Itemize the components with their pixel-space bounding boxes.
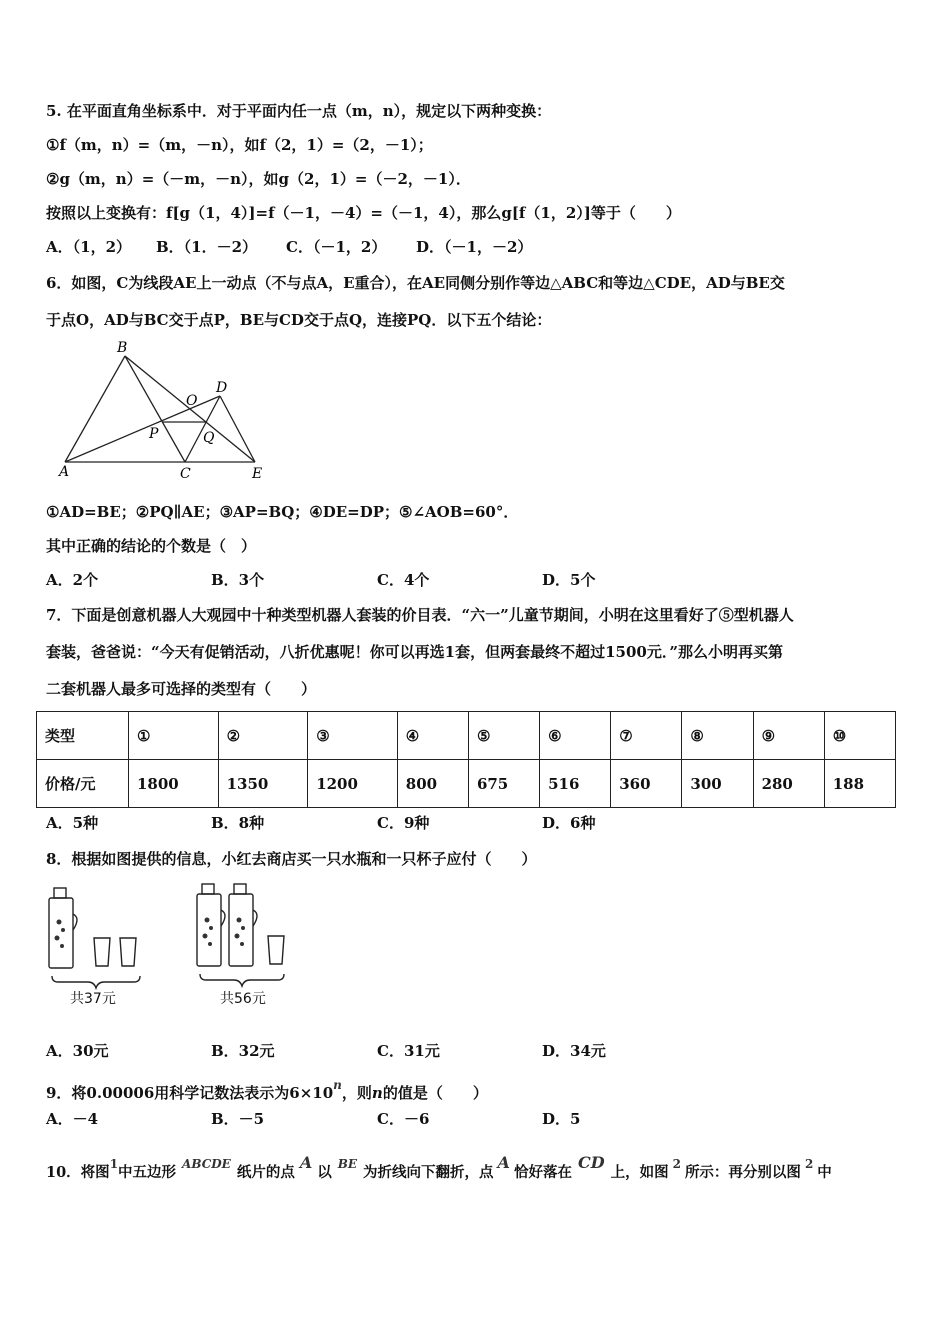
q5-question: 按照以上变换有：f[g（1，4）]=f（－1，－4）=（－1，4），那么g[f（1，2）]等于（ ）: [46, 204, 681, 222]
q7-option-a: A．5种: [46, 814, 99, 832]
label-b: B: [117, 340, 128, 356]
type-cell: ⑤: [468, 712, 539, 760]
q9-option-c: C．－6: [377, 1110, 430, 1128]
bottle-cap: [54, 888, 66, 898]
q10-fig-num-2: 2: [672, 1157, 681, 1171]
q9-exponent: n: [333, 1078, 342, 1092]
q10-text-9: 中: [817, 1164, 832, 1181]
q9-options: [46, 1108, 926, 1130]
price-cell: 516: [540, 760, 611, 808]
q7-stem-2: 套装，爸爸说：“今天有促销活动，八折优惠呢！你可以再选1套，但两套最终不超过1500元．”那么小明再买第: [46, 643, 783, 661]
label-q: Q: [203, 430, 215, 446]
type-cell: ③: [308, 712, 398, 760]
q10-text-1: 10．将图: [46, 1164, 110, 1181]
q10-stem: [46, 1152, 832, 1184]
price-cell: 1350: [218, 760, 308, 808]
q10-text-8: 所示：再分别以图: [684, 1164, 801, 1181]
q10-text-4: 以: [317, 1164, 332, 1181]
type-header: 类型: [37, 712, 129, 760]
table-row-types: [37, 712, 896, 760]
q9-text-3: 的值是（ ）: [382, 1084, 488, 1102]
bottle-cap-2: [234, 884, 246, 894]
q10-text-3: 纸片的点: [236, 1164, 295, 1181]
label-o: O: [186, 393, 198, 409]
price-cell: 188: [824, 760, 895, 808]
q8-option-a: A．30元: [46, 1042, 109, 1060]
q5-rule-g: ②g（m，n）=（－m，－n），如g（2，1）=（－2，－1）．: [46, 170, 471, 188]
segment-de: [220, 396, 255, 462]
type-cell: ④: [397, 712, 468, 760]
q5-option-b: B．（1．－2）: [156, 238, 258, 256]
type-cell: ⑩: [824, 712, 895, 760]
type-cell: ⑨: [753, 712, 824, 760]
cup: [268, 936, 284, 964]
q7-options: [46, 812, 926, 834]
price-cell: 280: [753, 760, 824, 808]
q10-side-cd: CD: [577, 1153, 605, 1172]
price-cell: 1200: [308, 760, 398, 808]
price-cell: 1800: [129, 760, 219, 808]
q7-stem-1: 7．下面是创意机器人大观园中十种类型机器人套装的价目表．“六一”儿童节期间，小明在这里看好了⑤型机器人: [46, 606, 794, 624]
q6-option-d: D．5个: [542, 571, 596, 589]
q9-text-2: ，则: [341, 1084, 372, 1102]
label-d: D: [216, 380, 228, 396]
caption-56: 共56元: [220, 991, 266, 1007]
q5-option-c: C．（－1，2）: [286, 238, 387, 256]
q5-option-d: D．（－1，－2）: [416, 238, 533, 256]
bottle-body-2: [229, 894, 253, 966]
price-cell: 800: [397, 760, 468, 808]
brace: [200, 974, 284, 986]
q10-point-a-2: A: [497, 1153, 510, 1172]
table-row-prices: [37, 760, 896, 808]
label-a: A: [59, 464, 70, 480]
q8-option-b: B．32元: [211, 1042, 275, 1060]
bottle-body: [49, 898, 73, 968]
q6-stem-1: 6．如图，C为线段AE上一动点（不与点A，E重合），在AE同侧分别作等边△ABC和等边△CDE，AD与BE交: [46, 274, 785, 292]
type-cell: ①: [129, 712, 219, 760]
q8-option-c: C．31元: [377, 1042, 440, 1060]
type-cell: ⑧: [682, 712, 753, 760]
q5-rule-f: ①f（m，n）=（m，－n），如f（2，1）=（2，－1）；: [46, 136, 433, 154]
brace: [52, 976, 140, 988]
cup-2: [120, 938, 136, 966]
price-table: [36, 711, 896, 808]
q10-text-7: 上，如图: [610, 1164, 669, 1181]
q6-option-c: C．4个: [377, 571, 430, 589]
bottle-cup-figure-2: [188, 880, 298, 1010]
price-cell: 360: [611, 760, 682, 808]
segment-bc: [125, 356, 185, 462]
q6-triangle-figure: [55, 338, 275, 483]
label-e: E: [252, 466, 263, 482]
q6-option-b: B．3个: [211, 571, 265, 589]
label-p: P: [149, 426, 159, 442]
price-cell: 675: [468, 760, 539, 808]
type-cell: ②: [218, 712, 308, 760]
q9-option-d: D．5: [542, 1110, 581, 1128]
q8-stem: 8．根据如图提供的信息，小红去商店买一只水瓶和一只杯子应付（ ）: [46, 850, 537, 868]
q10-point-a: A: [299, 1153, 313, 1172]
segment-be: [125, 356, 255, 462]
q9-option-a: A．－4: [46, 1110, 99, 1128]
q10-text-2: 中五边形: [118, 1164, 177, 1181]
q6-question: 其中正确的结论的个数是（ ）: [46, 537, 257, 555]
q7-option-b: B．8种: [211, 814, 265, 832]
q9-option-b: B．－5: [211, 1110, 265, 1128]
caption-37: 共37元: [70, 991, 116, 1007]
q10-line-be: BE: [337, 1157, 358, 1171]
q6-stem-2: 于点O，AD与BC交于点P，BE与CD交于点Q，连接PQ．以下五个结论：: [46, 311, 552, 329]
label-c: C: [180, 466, 191, 482]
bottle-cap: [202, 884, 214, 894]
type-cell: ⑦: [611, 712, 682, 760]
q6-conclusions: ①AD=BE；②PQ∥AE；③AP=BQ；④DE=DP；⑤∠AOB=60°．: [46, 503, 519, 521]
type-cell: ⑥: [540, 712, 611, 760]
bottle-body: [197, 894, 221, 966]
segment-ab: [65, 356, 125, 462]
q5-stem: 5. 在平面直角坐标系中．对于平面内任一点（m，n），规定以下两种变换：: [46, 102, 552, 120]
q8-options: [46, 1040, 926, 1062]
q6-option-a: A．2个: [46, 571, 99, 589]
q10-fig-num-3: 2: [804, 1157, 814, 1171]
q7-option-d: D．6种: [542, 814, 596, 832]
q7-option-c: C．9种: [377, 814, 430, 832]
q10-text-6: 恰好落在: [513, 1164, 572, 1181]
price-header: 价格/元: [37, 760, 129, 808]
q5-option-a: A．（1，2）: [46, 238, 132, 256]
price-cell: 300: [682, 760, 753, 808]
q6-options: [46, 569, 926, 591]
q8-option-d: D．34元: [542, 1042, 606, 1060]
q7-stem-3: 二套机器人最多可选择的类型有（ ）: [46, 680, 317, 698]
q5-options: [46, 236, 926, 258]
cup-1: [94, 938, 110, 966]
q10-fig-num-1: 1: [109, 1157, 119, 1171]
q10-pentagon-label: ABCDE: [182, 1157, 231, 1171]
q9-stem: [46, 1074, 488, 1104]
q9-variable: n: [371, 1084, 383, 1102]
q10-text-5: 为折线向下翻折，点: [363, 1164, 494, 1181]
q9-text-1: 9．将0.00006用科学记数法表示为6×10: [46, 1084, 334, 1102]
bottle-cup-figure-1: [44, 880, 154, 1010]
